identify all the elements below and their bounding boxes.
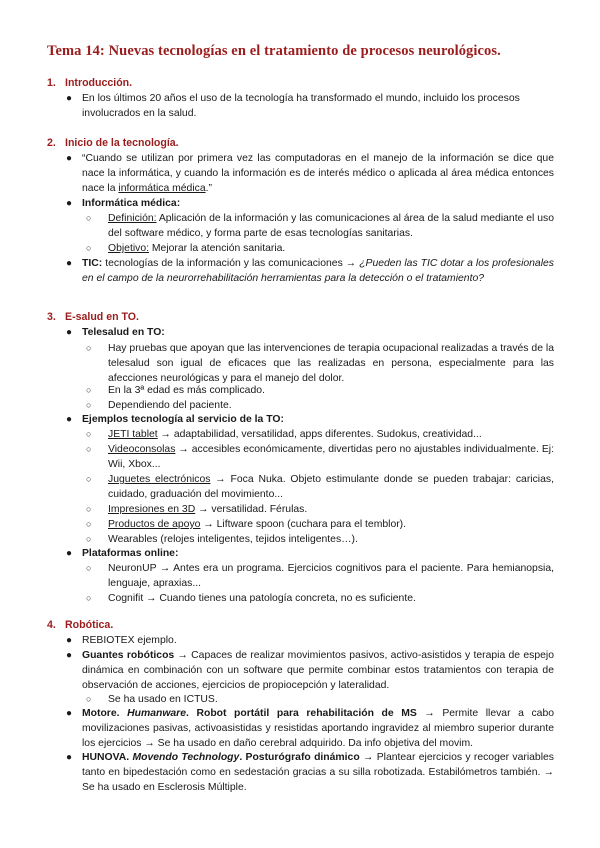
ejemplo-body: → Liftware spoon (cuchara para el temblor). — [200, 519, 407, 530]
motore-body: → Permite llevar a cabo movilizaciones pasivas, activoasistidas y resistidas aportando ingravidez al miembro superior durante los ejercicios → Se ha usado en daño cerebral adquirido. Da info objetiva del movim. — [82, 708, 555, 749]
plataforma-text: NeuronUP → Antes era un programa. Ejercicios cognitivos para el paciente. Para hemianopsia, lenguaje, apraxias... — [108, 563, 554, 589]
circle-bullet-icon: ○ — [86, 400, 92, 410]
section-heading-robotica — [47, 618, 113, 633]
ejemplo-name: Videoconsolas — [108, 444, 176, 455]
informatica-medica-label: Informática médica: — [82, 198, 181, 209]
quote-text-end: .” — [205, 183, 212, 194]
plataforma-text: Cognifit → Cuando tienes una patología concreta, no es suficiente. — [108, 593, 416, 604]
section-number: 4. — [47, 619, 56, 631]
sub-item-text: Dependiendo del paciente. — [108, 400, 232, 411]
circle-bullet-icon: ○ — [86, 519, 92, 529]
hunova-desc: . Posturógrafo dinámico — [239, 752, 360, 763]
bullet-icon: ● — [66, 650, 73, 661]
ejemplo-name: Juguetes electrónicos — [108, 474, 211, 485]
ejemplo-name: Productos de apoyo — [108, 519, 201, 530]
motore-text — [82, 706, 554, 751]
circle-bullet-icon: ○ — [86, 534, 92, 544]
bullet-icon: ● — [66, 327, 73, 338]
section-title: Robótica. — [65, 619, 114, 631]
circle-bullet-icon: ○ — [86, 213, 92, 223]
ejemplo-text: Wearables (relojes inteligentes, tejidos inteligentes…). — [108, 534, 358, 545]
circle-bullet-icon: ○ — [86, 444, 92, 454]
objetivo-body: Mejorar la atención sanitaria. — [149, 243, 286, 254]
objetivo-label: Objetivo: — [108, 243, 150, 254]
motore-label: Motore. — [82, 708, 128, 719]
plataformas-label: Plataformas online: — [82, 548, 179, 559]
list-item-text: En los últimos 20 años el uso de la tecnología ha transformado el mundo, incluido los procesos involucrados en la salud. — [82, 93, 520, 119]
circle-bullet-icon: ○ — [86, 243, 92, 253]
ejemplo-body: → adaptabilidad, versatilidad, apps diferentes. Sudokus, creatividad... — [157, 429, 482, 440]
objetivo-text — [108, 241, 554, 256]
rebiotex-text: REBIOTEX ejemplo. — [82, 635, 177, 646]
definicion-label: Definición: — [108, 213, 157, 224]
motore-desc: . Robot portátil para rehabilitación de MS — [186, 708, 417, 719]
hunova-text — [82, 750, 554, 795]
tic-text — [82, 256, 554, 286]
guantes-text — [82, 648, 554, 693]
section-heading-introduccion — [47, 76, 132, 91]
quote-text — [82, 151, 554, 196]
circle-bullet-icon: ○ — [86, 504, 92, 514]
ejemplo-body: → accesibles económicamente, divertidas pero no ajustables individualmente. Ej: Wii, Xbox... — [108, 444, 554, 470]
ejemplo-body: → versatilidad. Férulas. — [195, 504, 308, 515]
section-number: 1. — [47, 77, 56, 89]
section-title: Introducción. — [65, 77, 133, 89]
hunova-label: HUNOVA. — [82, 752, 133, 763]
guantes-body: → Capaces de realizar movimientos pasivos, activo-asistidos y terapia de espejo dinámica en combinación con un software que permite combinar estos tratamientos con terapia de observación de acciones, ejercicios de propiocepción y lateralidad. — [82, 650, 554, 691]
ejemplo-text — [108, 442, 554, 472]
ejemplo-text — [108, 427, 554, 442]
section-title: E-salud en TO. — [65, 311, 139, 323]
definicion-body: Aplicación de la información y las comunicaciones al área de la salud mediante el uso del software médico, y forma parte de esas tecnologías sanitarias. — [108, 213, 554, 239]
ejemplo-name: JETI tablet — [108, 429, 158, 440]
sub-item-text: En la 3ª edad es más complicado. — [108, 385, 265, 396]
bullet-icon: ● — [66, 153, 73, 164]
tic-body: tecnologías de la información y las comunicaciones → — [102, 258, 360, 269]
hunova-brand: Movendo Technology — [132, 752, 240, 763]
bullet-icon: ● — [66, 258, 73, 269]
circle-bullet-icon: ○ — [86, 474, 92, 484]
tic-question: ¿Pueden las TIC dotar a los profesionales en el campo de la neurorrehabilitación herramientas para la detección o el tratamiento? — [82, 258, 554, 284]
motore-brand: Humanware — [127, 708, 187, 719]
section-number: 2. — [47, 137, 56, 149]
quote-text-start: “Cuando se utilizan por primera vez las computadoras en el manejo de la información se dice que nace la informática, y cuando la información es de interés médico o aplicada al área médica entonces nace la — [82, 153, 554, 194]
bullet-icon: ● — [66, 414, 73, 425]
circle-bullet-icon: ○ — [86, 694, 92, 704]
circle-bullet-icon: ○ — [86, 343, 92, 353]
bullet-icon: ● — [66, 752, 73, 763]
definicion-text — [108, 211, 554, 241]
ejemplo-text — [108, 472, 554, 502]
ejemplo-name: Impresiones en 3D — [108, 504, 196, 515]
telesalud-label: Telesalud en TO: — [82, 327, 165, 338]
tic-label: TIC: — [82, 258, 103, 269]
circle-bullet-icon: ○ — [86, 563, 92, 573]
informatica-medica-link: informática médica — [118, 183, 206, 194]
circle-bullet-icon: ○ — [86, 429, 92, 439]
sub-item-text: Se ha usado en ICTUS. — [108, 694, 218, 705]
bullet-icon: ● — [66, 548, 73, 559]
ejemplos-label: Ejemplos tecnología al servicio de la TO: — [82, 414, 284, 425]
section-heading-inicio-tecnologia — [47, 136, 179, 151]
section-heading-esalud — [47, 310, 139, 325]
sub-item-text: Hay pruebas que apoyan que las intervenciones de terapia ocupacional realizadas a través de la telesalud son igual de eficaces que las realizadas en persona, especialmente para las afecciones neurológicas y para el manejo del dolor. — [108, 343, 554, 384]
ejemplo-body: → Foca Nuka. Objeto estimulante donde se pueden trabajar: caricias, cuidado, graduación del movimiento... — [108, 474, 554, 500]
bullet-icon: ● — [66, 708, 73, 719]
bullet-icon: ● — [66, 198, 73, 209]
hunova-body: → Plantear ejercicios y recoger variables tanto en bipedestación como en sedestación gracias a su silla robotizada. Estabilómetros también. → Se ha usado en Esclerosis Múltiple. — [82, 752, 554, 793]
section-title: Inicio de la tecnología. — [65, 137, 179, 149]
bullet-icon: ● — [66, 635, 73, 646]
bullet-icon: ● — [66, 93, 73, 104]
ejemplo-text — [108, 517, 554, 532]
section-number: 3. — [47, 311, 56, 323]
circle-bullet-icon: ○ — [86, 593, 92, 603]
circle-bullet-icon: ○ — [86, 385, 92, 395]
document-title: Tema 14: Nuevas tecnologías en el tratamiento de procesos neurológicos. — [47, 43, 501, 59]
ejemplo-text — [108, 502, 554, 517]
guantes-label: Guantes robóticos — [82, 650, 175, 661]
